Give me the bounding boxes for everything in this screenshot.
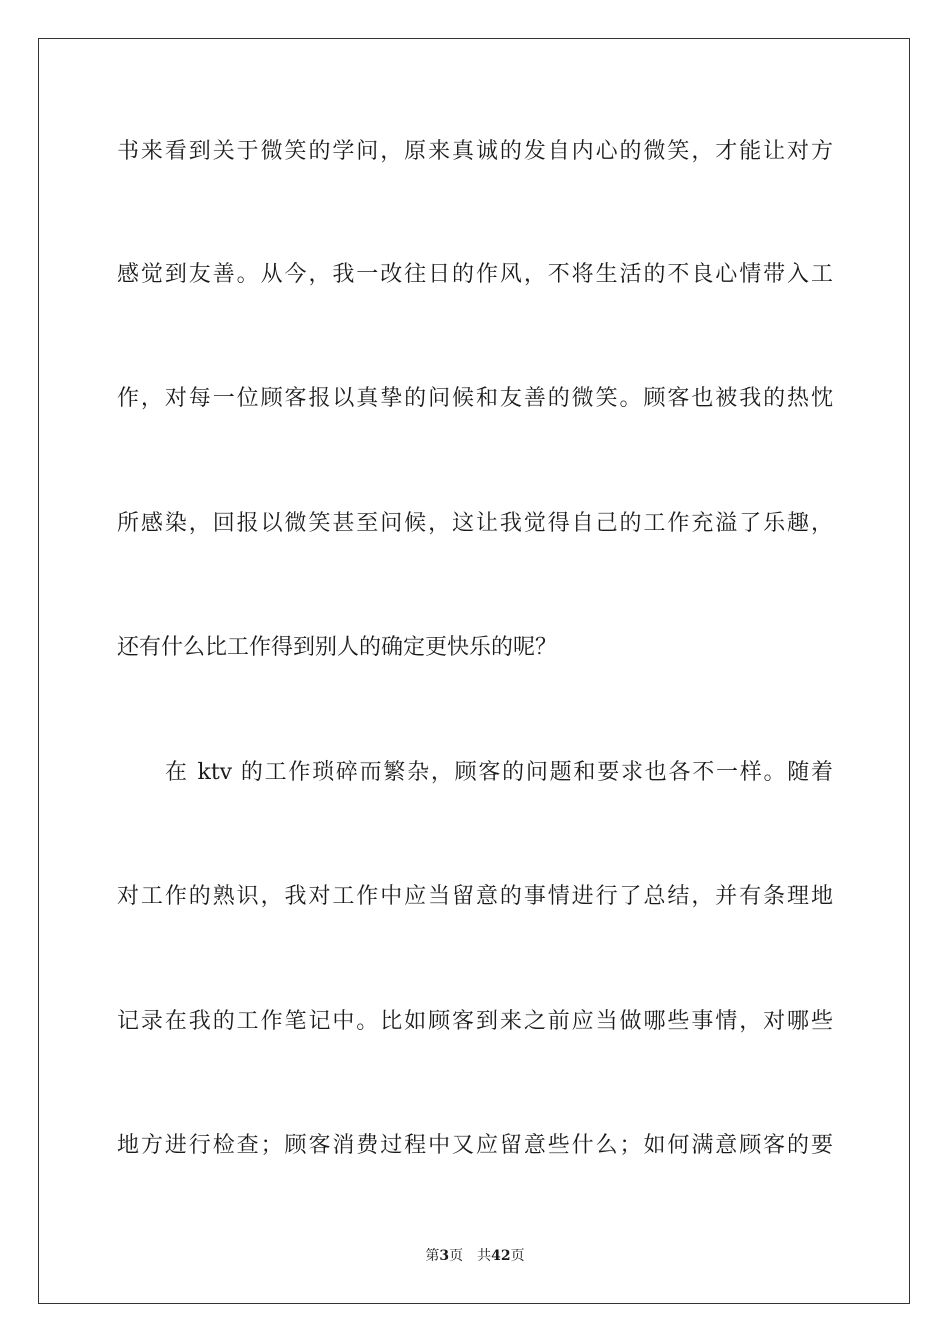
total-pages: 42: [491, 1248, 511, 1264]
text-line: 感觉到友善。从今，我一改往日的作风，不将生活的不良心情带入工: [117, 262, 833, 287]
text-line: 所感染，回报以微笑甚至问候，这让我觉得自己的工作充溢了乐趣，: [117, 511, 833, 536]
page-footer: [0, 1247, 950, 1265]
text-line: 记录在我的工作笔记中。比如顾客到来之前应当做哪些事情，对哪些: [117, 1009, 833, 1034]
text-line: 还有什么比工作得到别人的确定更快乐的呢？: [117, 635, 558, 660]
page-prefix: 第: [425, 1248, 440, 1264]
text-line: 作，对每一位顾客报以真挚的问候和友善的微笑。顾客也被我的热忱: [117, 386, 833, 411]
text-line: 地方进行检查；顾客消费过程中又应留意些什么；如何满意顾客的要: [117, 1133, 833, 1158]
page-number: 3: [439, 1248, 450, 1264]
total-suffix: 页: [510, 1248, 525, 1264]
total-prefix: 共: [477, 1248, 492, 1264]
paragraph-first-line: 在 ktv 的工作琐碎而繁杂，顾客的问题和要求也各不一样。随着: [165, 760, 833, 785]
page-border: [38, 38, 910, 1304]
text-line: 书来看到关于微笑的学问，原来真诚的发自内心的微笑，才能让对方: [117, 139, 833, 164]
page-suffix: 页: [449, 1248, 464, 1264]
text-line: 对工作的熟识，我对工作中应当留意的事情进行了总结，并有条理地: [117, 884, 833, 909]
